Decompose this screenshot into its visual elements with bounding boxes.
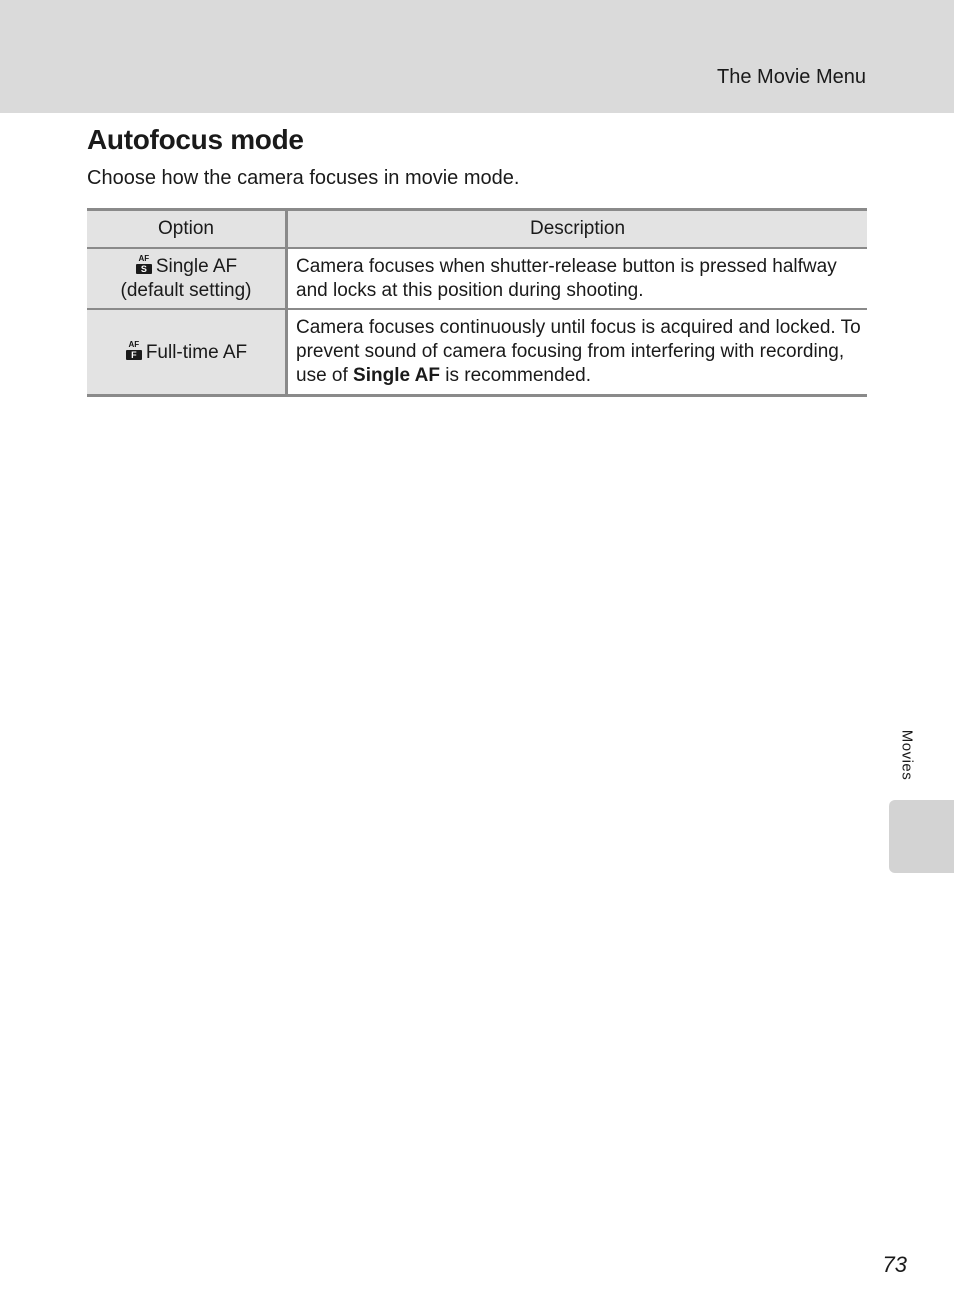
table-header-row	[87, 210, 867, 249]
section-title: The Movie Menu	[717, 66, 866, 88]
intro-text: Choose how the camera focuses in movie mode.	[87, 167, 520, 189]
option-note: (default setting)	[120, 280, 252, 301]
option-name: Single AF	[155, 256, 238, 277]
option-cell	[87, 309, 287, 396]
description-text-end: is recommended.	[439, 365, 591, 386]
description-cell	[287, 309, 868, 396]
description-cell: Camera focuses when shutter-release button is pressed halfway and locks at this position during shooting.	[296, 255, 837, 301]
table-row	[87, 248, 867, 309]
side-tab	[889, 800, 954, 873]
table-row	[87, 309, 867, 396]
page-number: 73	[882, 1252, 907, 1277]
option-name: Full-time AF	[145, 341, 248, 363]
description-text: Camera focuses continuously until focus is acquired and locked. To prevent sound of camera focusing from interfering with recording, use of	[296, 317, 861, 386]
column-header-description: Description	[287, 210, 868, 249]
side-tab-label: Movies	[898, 729, 916, 781]
single-af-icon: AF S	[135, 254, 153, 274]
column-header-option: Option	[87, 210, 287, 249]
full-time-af-icon: AF F	[125, 340, 143, 360]
header-band	[0, 0, 954, 113]
options-table	[87, 208, 867, 397]
page-title: Autofocus mode	[87, 124, 304, 155]
description-bold-term: Single AF	[353, 365, 440, 386]
option-cell	[87, 248, 287, 309]
